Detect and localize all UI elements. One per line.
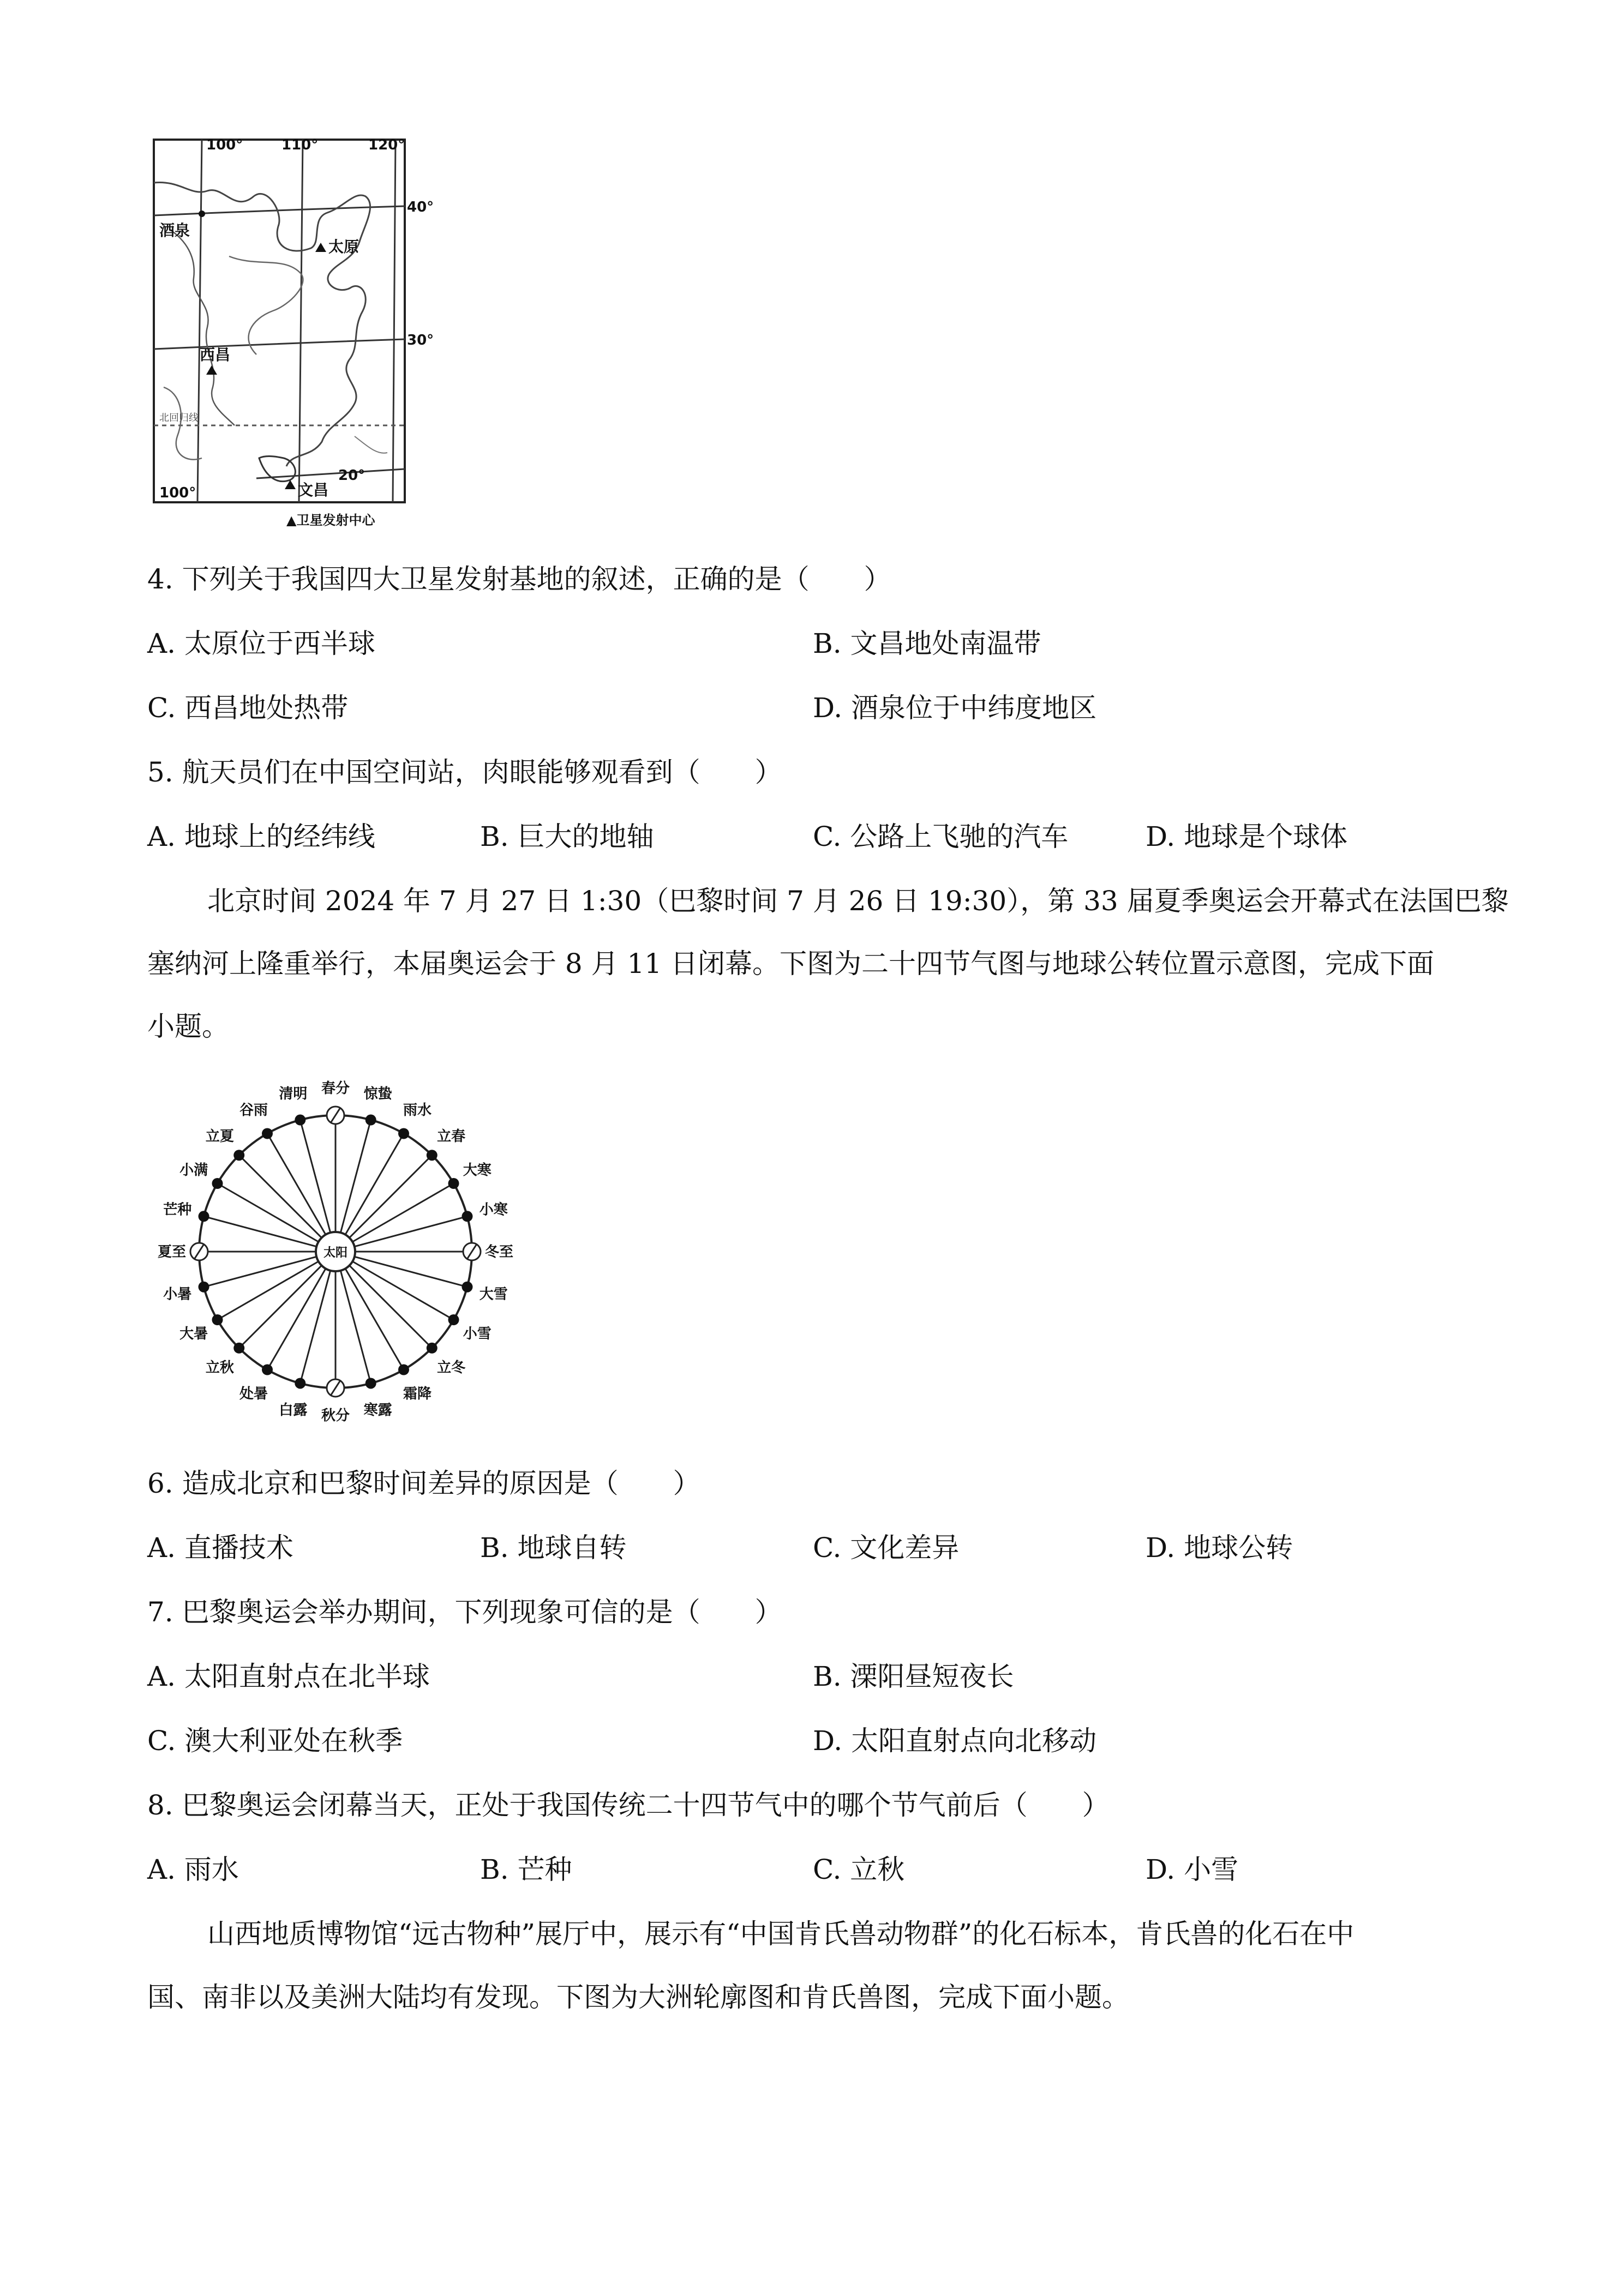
lat-label-20: 20° <box>338 467 365 484</box>
q5-stem: 5. 航天员们在中国空间站，肉眼能够观看到（ ） <box>147 756 782 788</box>
solar-term-label: 立秋 <box>205 1360 234 1377</box>
solar-term-label: 小寒 <box>479 1201 508 1218</box>
earth-position-dot <box>295 1378 305 1389</box>
q7-option-a[interactable]: A. 太阳直射点在北半球 <box>147 1661 430 1692</box>
q8-stem: 8. 巴黎奥运会闭幕当天，正处于我国传统二十四节气中的哪个节气前后（ ） <box>147 1789 1110 1821</box>
solar-term-label: 小暑 <box>163 1286 192 1303</box>
q8-option-d[interactable]: D. 小雪 <box>1146 1854 1239 1885</box>
lon-label-100: 100° <box>206 137 243 153</box>
spoke-line <box>349 1155 432 1237</box>
solar-term-label: 白露 <box>279 1402 308 1419</box>
spoke-line <box>239 1265 321 1348</box>
solar-term-label: 立春 <box>437 1128 466 1145</box>
tropic-label: 北回归线 <box>159 412 199 424</box>
q6-option-b[interactable]: B. 地球自转 <box>480 1532 627 1564</box>
earth-position-dot <box>262 1365 273 1375</box>
q6-stem: 6. 造成北京和巴黎时间差异的原因是（ ） <box>147 1468 700 1499</box>
city-wenchang: 文昌 <box>298 481 329 499</box>
solar-term-label: 惊蛰 <box>363 1086 392 1103</box>
solar-term-label: 寒露 <box>363 1402 392 1419</box>
solar-term-label: 大雪 <box>479 1286 508 1303</box>
q5-option-a[interactable]: A. 地球上的经纬线 <box>147 821 375 852</box>
earth-position-dot <box>365 1115 376 1126</box>
earth-position-dot <box>448 1178 459 1189</box>
q6-option-a[interactable]: A. 直播技术 <box>147 1532 293 1564</box>
passage1-line3: 小题。 <box>147 1011 229 1042</box>
earth-position-dot <box>212 1314 223 1325</box>
passage1-line1: 北京时间 2024 年 7 月 27 日 1:30（巴黎时间 7 月 26 日 19:30），第 33 届夏季奥运会开幕式在法国巴黎 <box>207 885 1509 917</box>
earth-position-dot <box>448 1314 459 1325</box>
earth-position-dot <box>427 1343 438 1354</box>
earth-position-dot <box>199 1282 209 1293</box>
q4-stem: 4. 下列关于我国四大卫星发射基地的叙述，正确的是（ ） <box>147 563 891 595</box>
earth-position-dot <box>212 1178 223 1189</box>
spoke-line <box>239 1155 321 1237</box>
solar-term-label: 谷雨 <box>239 1102 268 1119</box>
q8-option-a[interactable]: A. 雨水 <box>147 1854 239 1885</box>
solar-term-label: 雨水 <box>403 1102 432 1119</box>
solar-terms-diagram <box>142 1063 535 1434</box>
solar-term-label: 霜降 <box>403 1385 432 1402</box>
passage1-line2: 塞纳河上隆重举行，本届奥运会于 8 月 11 日闭幕。下图为二十四节气图与地球公转位置示意图，完成下面 <box>147 948 1435 979</box>
lon-label-100-bottom: 100° <box>159 485 196 501</box>
q5-option-b[interactable]: B. 巨大的地轴 <box>480 821 654 852</box>
earth-position-dot <box>462 1282 472 1293</box>
lon-label-110: 110° <box>281 137 319 153</box>
earth-position-dot <box>233 1150 244 1161</box>
lat-label-30: 30° <box>407 332 434 348</box>
city-xichang: 西昌 <box>200 346 231 364</box>
solar-term-label: 立夏 <box>205 1128 234 1145</box>
passage2-line2: 国、南非以及美洲大陆均有发现。下图为大洲轮廓图和肯氏兽图，完成下面小题。 <box>147 1981 1129 2013</box>
q4-option-a[interactable]: A. 太原位于西半球 <box>147 628 375 659</box>
earth-position-dot <box>462 1211 472 1222</box>
solar-term-label: 立冬 <box>437 1360 466 1377</box>
map-legend: ▲卫星发射中心 <box>286 513 375 528</box>
solar-term-label: 芒种 <box>163 1201 192 1218</box>
passage2-line1: 山西地质博物馆“远古物种”展厅中，展示有“中国肯氏兽动物群”的化石标本，肯氏兽的化石在中 <box>207 1918 1355 1950</box>
earth-position-dot <box>365 1378 376 1389</box>
earth-position-dot <box>295 1115 305 1126</box>
q4-option-b[interactable]: B. 文昌地处南温带 <box>813 628 1041 659</box>
solar-term-label: 大寒 <box>463 1162 492 1179</box>
earth-position-dot <box>427 1150 438 1161</box>
lat-label-40: 40° <box>407 199 434 215</box>
earth-position-dot <box>233 1343 244 1354</box>
sun-label: 太阳 <box>323 1246 348 1260</box>
q8-option-b[interactable]: B. 芒种 <box>480 1854 572 1885</box>
solar-term-label: 春分 <box>321 1080 350 1097</box>
solar-term-label: 秋分 <box>321 1408 350 1424</box>
q7-option-b[interactable]: B. 溧阳昼短夜长 <box>813 1661 1014 1692</box>
q7-option-c[interactable]: C. 澳大利亚处在秋季 <box>147 1725 403 1757</box>
q5-option-c[interactable]: C. 公路上飞驰的汽车 <box>813 821 1069 852</box>
q4-option-c[interactable]: C. 西昌地处热带 <box>147 692 349 724</box>
solar-term-label: 处暑 <box>239 1385 268 1402</box>
q7-option-d[interactable]: D. 太阳直射点向北移动 <box>813 1725 1097 1757</box>
q5-option-d[interactable]: D. 地球是个球体 <box>1146 821 1348 852</box>
city-jiuquan: 酒泉 <box>159 221 190 239</box>
q6-option-d[interactable]: D. 地球公转 <box>1146 1532 1293 1564</box>
q7-stem: 7. 巴黎奥运会举办期间，下列现象可信的是（ ） <box>147 1596 782 1628</box>
city-taiyuan: 太原 <box>328 238 359 256</box>
q4-option-d[interactable]: D. 酒泉位于中纬度地区 <box>813 692 1097 724</box>
q6-option-c[interactable]: C. 文化差异 <box>813 1532 960 1564</box>
solar-term-label: 小雪 <box>463 1326 492 1342</box>
earth-position-dot <box>199 1211 209 1222</box>
earth-position-dot <box>398 1128 409 1139</box>
earth-position-dot <box>398 1365 409 1375</box>
solar-term-label: 冬至 <box>484 1244 514 1260</box>
spoke-line <box>349 1265 432 1348</box>
solar-term-label: 小满 <box>179 1162 208 1179</box>
q8-option-c[interactable]: C. 立秋 <box>813 1854 905 1885</box>
lon-label-120: 120° <box>368 137 405 153</box>
solar-term-label: 夏至 <box>157 1244 187 1260</box>
launch-site-map <box>147 131 434 534</box>
solar-term-label: 大暑 <box>179 1326 208 1342</box>
earth-position-dot <box>262 1128 273 1139</box>
solar-term-label: 清明 <box>279 1086 308 1103</box>
